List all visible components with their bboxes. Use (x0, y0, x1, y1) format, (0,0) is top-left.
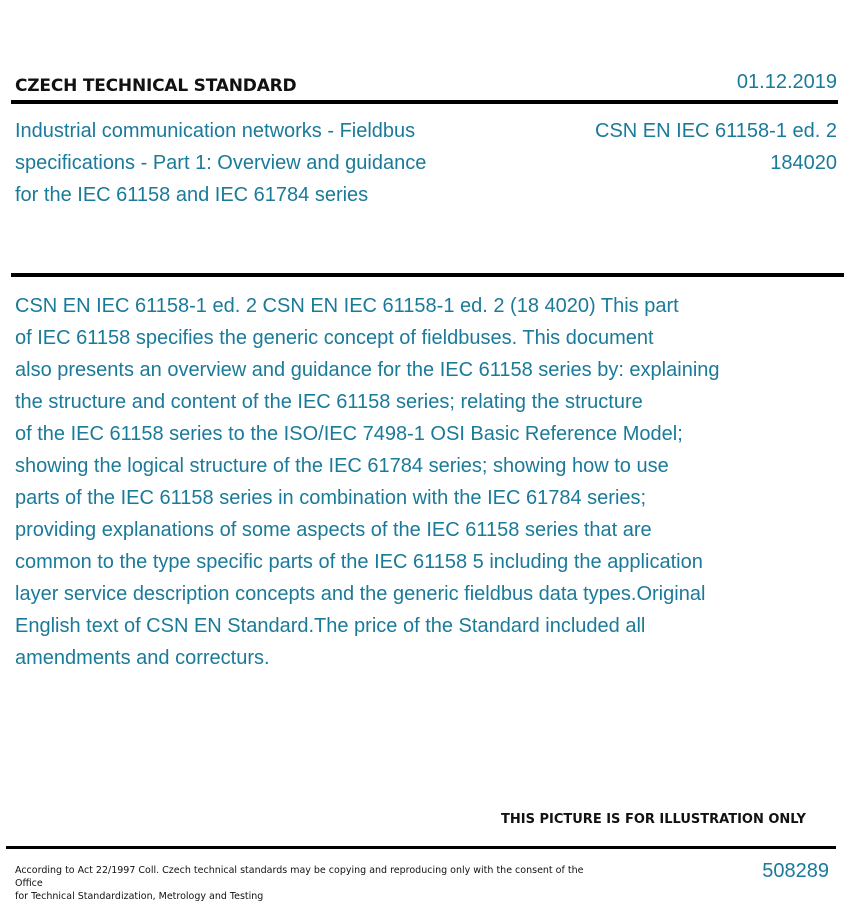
standard-codes (595, 115, 837, 179)
abstract-line: common to the type specific parts of the IEC 61158 5 including the application (15, 551, 703, 573)
standard-designation: CSN EN IEC 61158-1 ed. 2 (595, 120, 837, 142)
abstract-line: English text of CSN EN Standard.The price of the Standard included all (15, 615, 646, 637)
abstract-line: providing explanations of some aspects of the IEC 61158 series that are (15, 519, 652, 541)
standard-title (15, 115, 485, 211)
standard-title-line: specifications - Part 1: Overview and guidance (15, 152, 427, 174)
abstract-line: amendments and correcturs. (15, 647, 270, 669)
header-rule (11, 100, 838, 104)
publication-date: 01.12.2019 (736, 71, 837, 93)
standard-title-line: Industrial communication networks - Fieldbus (15, 120, 416, 142)
abstract-line: layer service description concepts and the generic fieldbus data types.Original (15, 583, 706, 605)
abstract-line: of IEC 61158 specifies the generic concept of fieldbuses. This document (15, 327, 654, 349)
legal-notice-line: for Technical Standardization, Metrology and Testing (15, 891, 264, 902)
legal-notice-line: According to Act 22/1997 Coll. Czech technical standards may be copying and reproducing only with the consent of the Office (15, 865, 584, 889)
abstract-line: parts of the IEC 61158 series in combination with the IEC 61784 series; (15, 487, 647, 509)
section-rule (11, 273, 844, 277)
document-id: 508289 (762, 860, 829, 882)
document-header-title: CZECH TECHNICAL STANDARD (15, 76, 297, 96)
abstract-line: showing the logical structure of the IEC 61784 series; showing how to use (15, 455, 669, 477)
footer-rule (6, 846, 836, 849)
abstract-line: CSN EN IEC 61158-1 ed. 2 CSN EN IEC 61158-1 ed. 2 (18 4020) This part (15, 295, 679, 317)
illustration-note: THIS PICTURE IS FOR ILLUSTRATION ONLY (501, 812, 806, 827)
legal-notice (15, 864, 585, 903)
abstract-line: also presents an overview and guidance for the IEC 61158 series by: explaining (15, 359, 720, 381)
standard-title-line: for the IEC 61158 and IEC 61784 series (15, 184, 369, 206)
abstract-line: of the IEC 61158 series to the ISO/IEC 7498-1 OSI Basic Reference Model; (15, 423, 683, 445)
abstract-line: the structure and content of the IEC 61158 series; relating the structure (15, 391, 643, 413)
classification-code: 184020 (770, 152, 837, 174)
abstract (15, 290, 720, 674)
